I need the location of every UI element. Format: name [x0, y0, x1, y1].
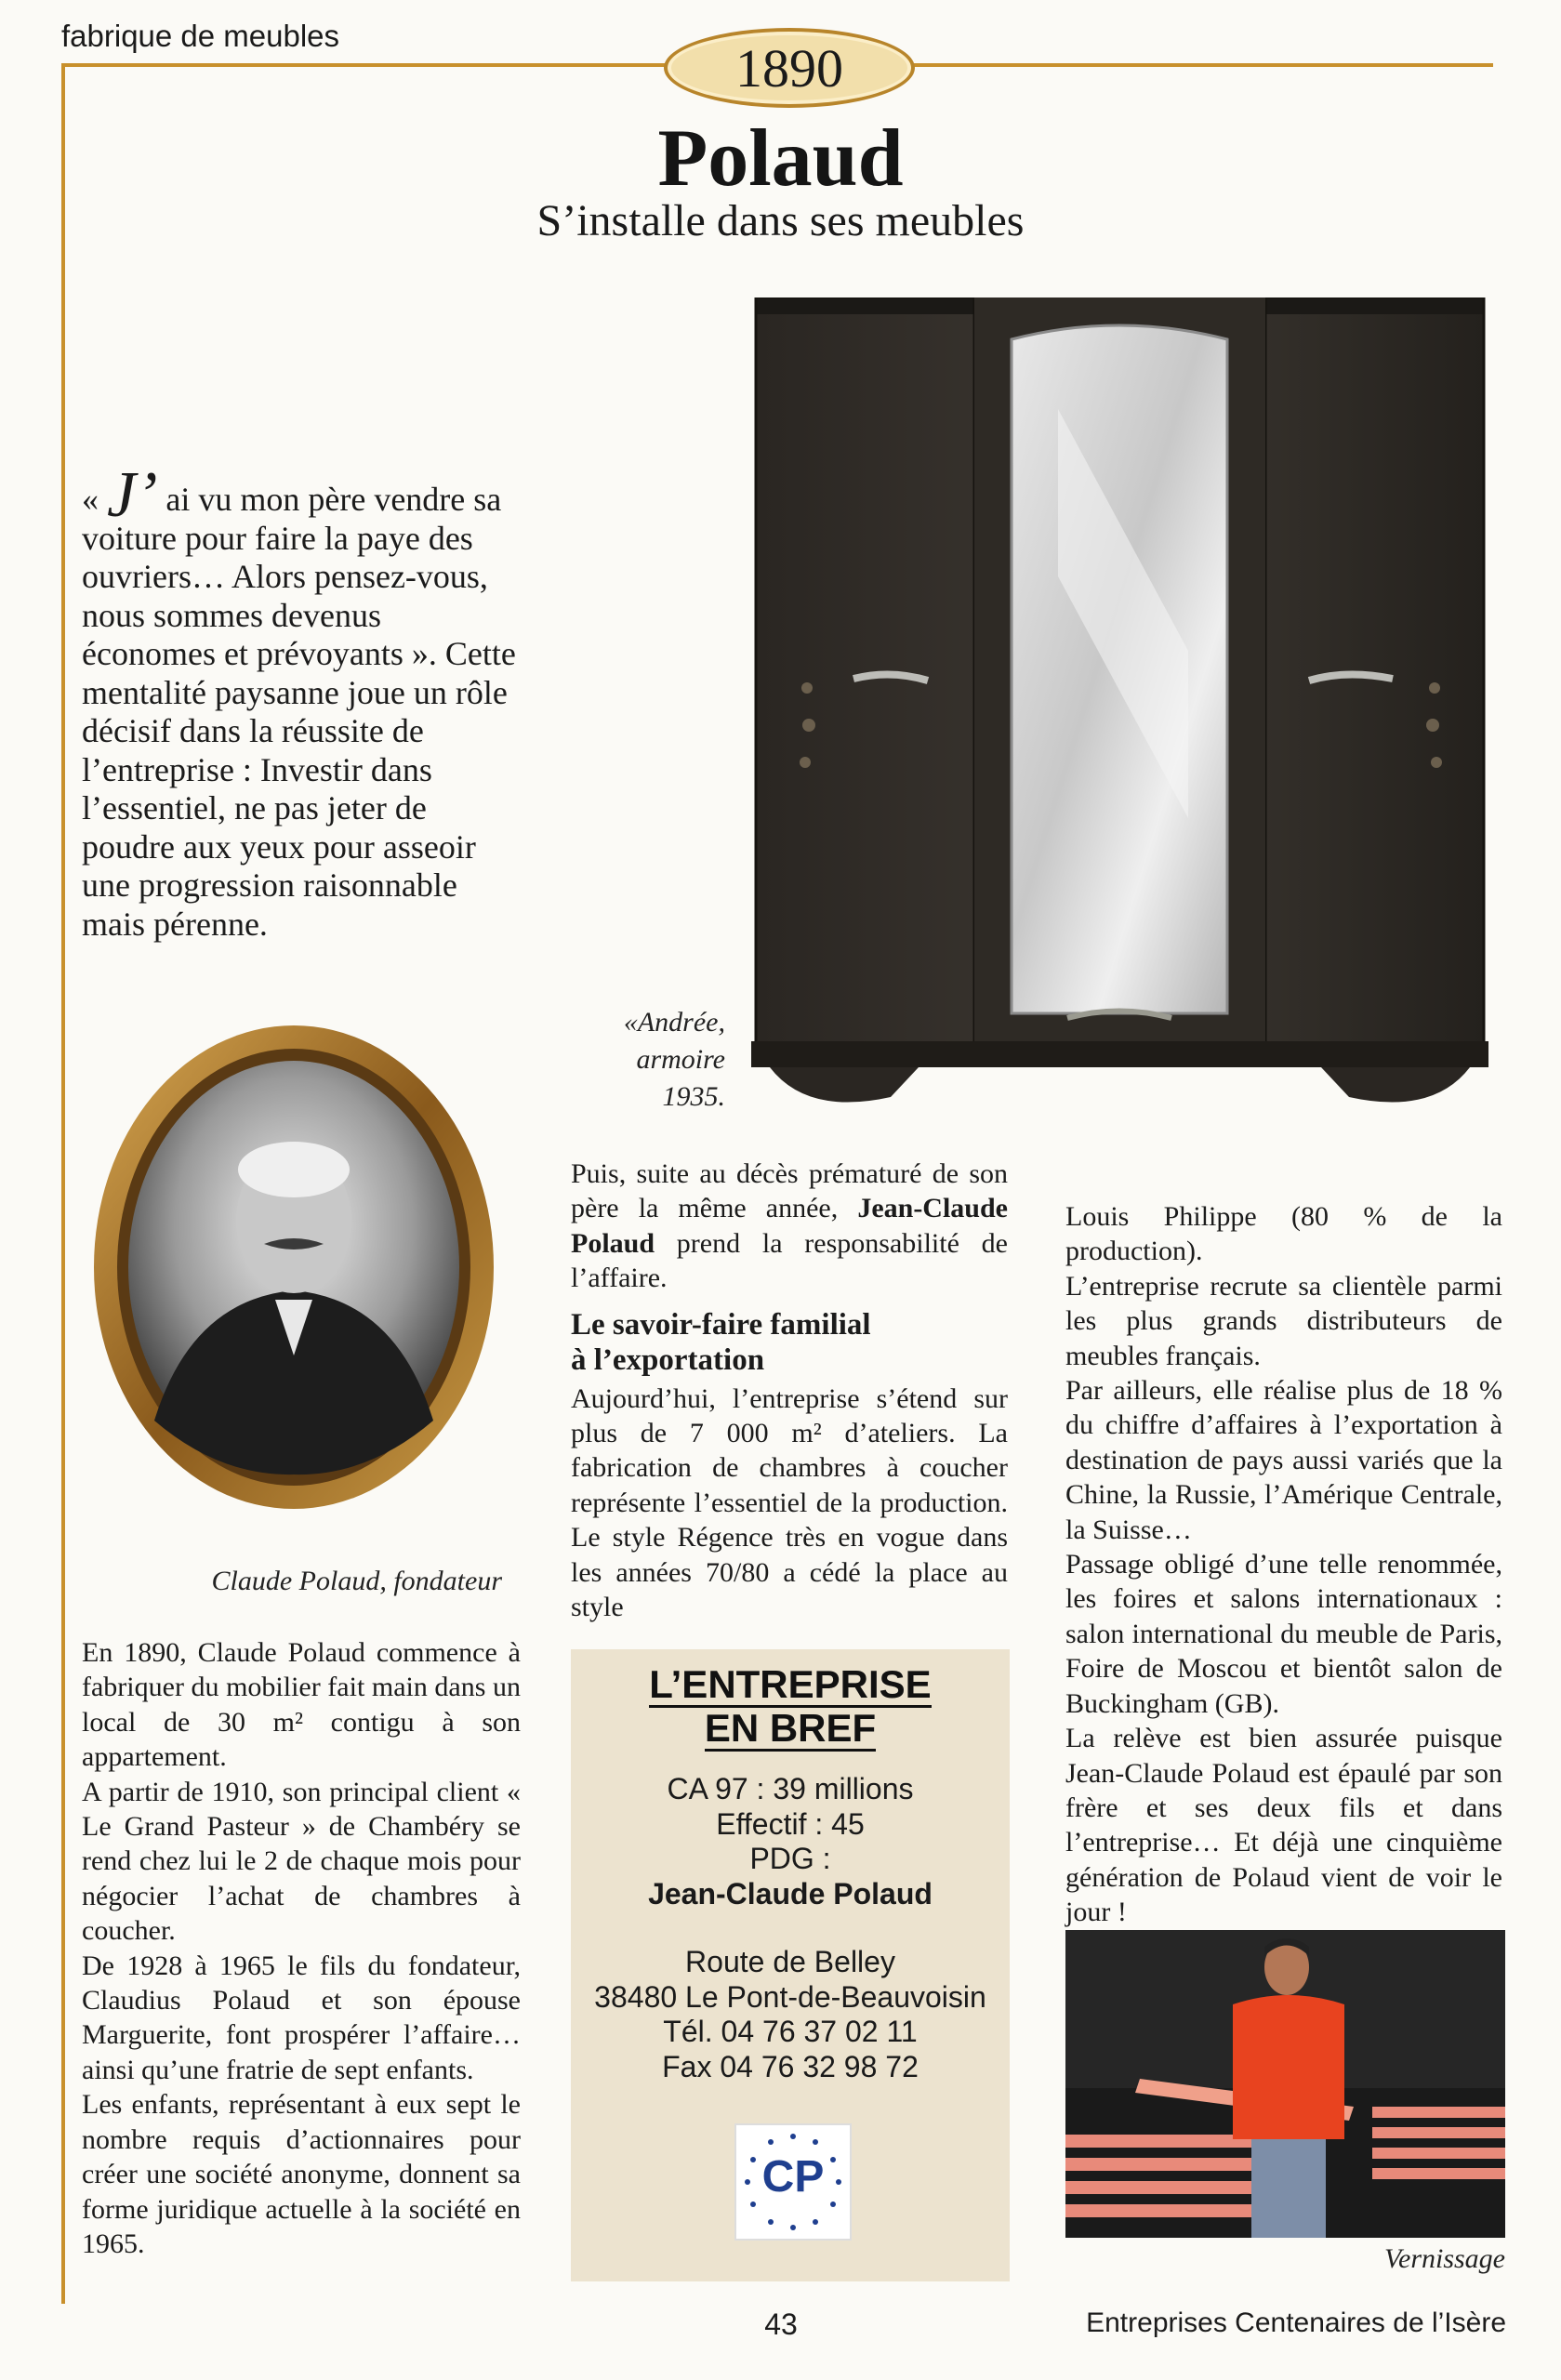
paragraph: Par ailleurs, elle réalise plus de 18 % du chiffre d’affaires à l’exportation à destination de pays aussi variés que la Chine, la Russie, l’Amérique Centrale, la Suisse… [1065, 1375, 1502, 1545]
quote-text: ai vu mon père vendre sa voiture pour faire la paye des ouvriers… Alors pensez-vous, nous sommes devenus économes et prévoyants ». Cette mentalité paysanne joue un rôle décisif dans la réussite de l’entreprise : Investir dans l’essentiel, ne pas jeter de poudre aux yeux pour asseoir une progression raisonnable mais pérenne. [82, 481, 516, 943]
infobox-ca: CA 97 : 39 millions [667, 1772, 914, 1805]
intro-name: Jean-Claude Polaud [571, 1193, 1008, 1259]
intro-text: Puis, suite au décès prématuré de son père la même année, [571, 1158, 1008, 1224]
left-rule [61, 63, 65, 2304]
paragraph [571, 1157, 1008, 1296]
infobox-phone: Tél. 04 76 37 02 11 [663, 2015, 918, 2048]
armoire-caption [586, 1004, 725, 1116]
infobox-address-line: 38480 Le Pont-de-Beauvoisin [594, 1979, 986, 2014]
paragraph: L’entreprise recrute sa clientèle parmi les plus grands distributeurs de meubles français. [1065, 1270, 1502, 1371]
workshop-illustration [1065, 1930, 1505, 2238]
infobox-pdg-label: PDG : [749, 1842, 831, 1875]
paragraph: La relève est bien assurée puisque Jean-Claude Polaud est épaulé par son frère et ses deux fils et dans l’entreprise… Et déjà une cinquième génération de Polaud vient de voir le jour ! [1065, 1723, 1502, 1928]
armoire-photo [751, 298, 1488, 1116]
quote-initial: J’ [107, 459, 158, 531]
infobox-title [571, 1664, 1010, 1752]
section-heading [571, 1307, 1008, 1378]
armoire-illustration [751, 298, 1488, 1116]
infobox-address-line: Route de Belley [685, 1945, 895, 1978]
paragraph: Passage obligé d’une telle renommée, les foires et salons internationaux : salon international du meuble de Paris, Foire de Moscou et bientôt salon de Buckingham (GB). [1065, 1549, 1502, 1719]
heading-line-1: Le savoir-faire familial [571, 1307, 871, 1342]
page-title: Polaud [657, 113, 904, 204]
infobox-effectif: Effectif : 45 [716, 1806, 865, 1841]
paragraph: En 1890, Claude Polaud commence à fabriquer du mobilier fait main dans un local de 30 m² contigu à son appartement. [82, 1637, 521, 1773]
quote-open-mark: « [82, 481, 99, 518]
portrait-caption: Claude Polaud, fondateur [211, 1566, 502, 1596]
paragraph: De 1928 à 1965 le fils du fondateur, Claudius Polaud et son épouse Marguerite, font prospérer l’affaire… ainsi qu’une fratrie de sept enfants. [82, 1950, 521, 2085]
infobox-contact [571, 1945, 1010, 2084]
founder-portrait [89, 1021, 498, 1514]
armoire-caption-line: armoire [636, 1044, 725, 1075]
page-subtitle: S’installe dans ses meubles [536, 196, 1025, 245]
publication-footer: Entreprises Centenaires de l’Isère [1086, 2307, 1506, 2338]
company-infobox [571, 1649, 1010, 2281]
heading-line-2: à l’exportation [571, 1342, 765, 1377]
workshop-photo [1065, 1930, 1505, 2238]
paragraph: A partir de 1910, son principal client « Le Grand Pasteur » de Chambéry se rend chez lui le 2 de chaque mois pour négocier l’achat de chambres à coucher. [82, 1776, 521, 1947]
infobox-figures [571, 1772, 1010, 1911]
company-logo [734, 2123, 852, 2241]
pull-quote [82, 459, 519, 944]
section-label: fabrique de meubles [61, 19, 340, 53]
infobox-pdg-name: Jean-Claude Polaud [648, 1876, 933, 1911]
year-text: 1890 [735, 37, 843, 99]
column-2 [571, 1157, 1008, 1624]
paragraph: Louis Philippe (80 % de la production). [1065, 1201, 1502, 1267]
paragraph: Les enfants, représentant à eux sept le nombre requis d’actionnaires pour créer une société anonyme, donnent sa forme juridique actuelle à la société en 1965. [82, 2089, 521, 2259]
infobox-title-line-2: EN BREF [704, 1706, 877, 1750]
column-1 [82, 1635, 521, 2261]
year-badge [664, 28, 915, 108]
photo-caption: Vernissage [1384, 2243, 1505, 2274]
column-3 [1065, 1199, 1502, 1930]
logo-text: CP [761, 2152, 825, 2202]
paragraph: Aujourd’hui, l’entreprise s’étend sur plus de 7 000 m² d’ateliers. La fabrication de chambres à coucher représente l’essentiel de la production. Le style Régence très en vogue dans les années 70/80 a cédé la place au style [571, 1382, 1008, 1623]
infobox-fax: Fax 04 76 32 98 72 [662, 2049, 919, 2083]
infobox-title-line-1: L’ENTREPRISE [649, 1662, 932, 1706]
page-number: 43 [764, 2307, 798, 2341]
armoire-caption-line: 1935. [662, 1081, 725, 1112]
portrait-illustration [89, 1021, 498, 1514]
armoire-caption-line: «Andrée, [623, 1007, 725, 1038]
intro-text-end: prend la responsabilité de l’affaire. [571, 1227, 1008, 1294]
